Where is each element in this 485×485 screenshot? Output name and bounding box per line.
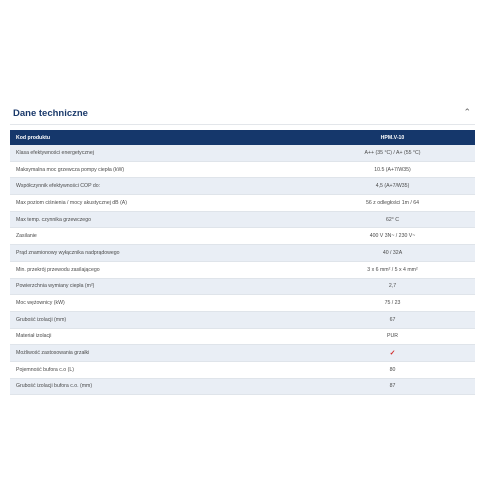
spec-table bbox=[10, 130, 475, 395]
row-label: Grubość izolacji (mm) bbox=[10, 311, 310, 328]
row-label: Klasa efektywności energetycznej bbox=[10, 145, 310, 161]
row-label: Możliwość zastosowania grzałki bbox=[10, 345, 310, 362]
row-value bbox=[310, 345, 475, 362]
row-value: 3 x 6 mm² / 5 x 4 mm² bbox=[310, 261, 475, 278]
table-row bbox=[10, 245, 475, 262]
table-row bbox=[10, 211, 475, 228]
chevron-up-icon[interactable]: ⌃ bbox=[463, 107, 471, 117]
row-label: Min. przekrój przewodu zasilającego bbox=[10, 261, 310, 278]
header-value: HPM.V-10 bbox=[310, 130, 475, 145]
table-row bbox=[10, 361, 475, 378]
row-label: Materiał izolacji bbox=[10, 328, 310, 345]
row-value: 56 z odległości 1m / 64 bbox=[310, 195, 475, 212]
table-row bbox=[10, 278, 475, 295]
table-row bbox=[10, 178, 475, 195]
row-label: Zasilanie bbox=[10, 228, 310, 245]
row-label: Maksymalna moc grzewcza pompy ciepła (kW) bbox=[10, 161, 310, 178]
row-value: 87 bbox=[310, 378, 475, 395]
row-value: 62° C bbox=[310, 211, 475, 228]
section-header[interactable] bbox=[10, 100, 475, 125]
table-header-row bbox=[10, 130, 475, 145]
table-row bbox=[10, 228, 475, 245]
row-label: Współczynnik efektywności COP do: bbox=[10, 178, 310, 195]
technical-data-section bbox=[10, 100, 475, 390]
row-label: Prąd znamionowy wyłącznika nadprądowego bbox=[10, 245, 310, 262]
row-value: 75 / 23 bbox=[310, 295, 475, 312]
table-row bbox=[10, 378, 475, 395]
table-row bbox=[10, 161, 475, 178]
row-label: Moc wężownicy (kW) bbox=[10, 295, 310, 312]
row-label: Pojemność bufora c.o (L) bbox=[10, 361, 310, 378]
row-value: 400 V 3N~ / 230 V~ bbox=[310, 228, 475, 245]
row-value: 40 / 32A bbox=[310, 245, 475, 262]
row-label: Max temp. czynnika grzewczego bbox=[10, 211, 310, 228]
table-row bbox=[10, 295, 475, 312]
row-label: Powierzchnia wymiany ciepła (m²) bbox=[10, 278, 310, 295]
row-value: 2,7 bbox=[310, 278, 475, 295]
section-title: Dane techniczne bbox=[13, 108, 88, 119]
row-value: 80 bbox=[310, 361, 475, 378]
row-value: 4,5 (A+7/W35) bbox=[310, 178, 475, 195]
row-label: Max poziom ciśnienia / mocy akustycznej dB (A) bbox=[10, 195, 310, 212]
row-value: 67 bbox=[310, 311, 475, 328]
table-row bbox=[10, 195, 475, 212]
row-label: Grubość izolacji bufora c.o. (mm) bbox=[10, 378, 310, 395]
table-row bbox=[10, 145, 475, 161]
table-row bbox=[10, 311, 475, 328]
checkmark-icon: ✓ bbox=[389, 350, 396, 358]
row-value: 10.5 (A+7/W35) bbox=[310, 161, 475, 178]
table-row bbox=[10, 261, 475, 278]
header-label: Kod produktu bbox=[10, 130, 310, 145]
row-value: A++ (35 °C) / A+ (55 °C) bbox=[310, 145, 475, 161]
row-value: PUR bbox=[310, 328, 475, 345]
table-row bbox=[10, 345, 475, 362]
table-row bbox=[10, 328, 475, 345]
